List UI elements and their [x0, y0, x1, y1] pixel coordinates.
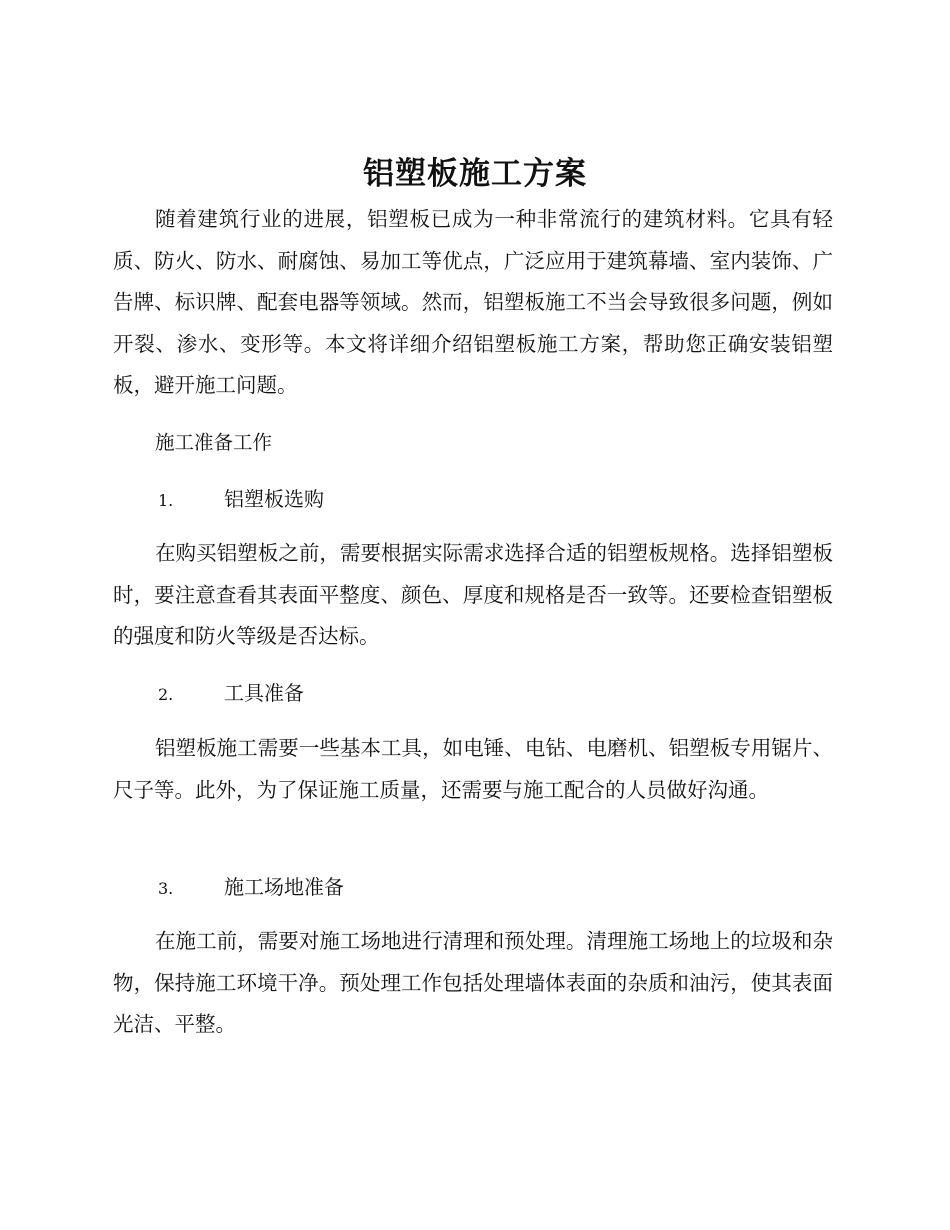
list-item-title: 铝塑板选购: [224, 487, 324, 511]
list-item-body: 在购买铝塑板之前，需要根据实际需求选择合适的铝塑板规格。选择铝塑板时，要注意查看其表面平整度、颜色、厚度和规格是否一致等。还要检查铝塑板的强度和防火等级是否达标。: [113, 541, 833, 648]
list-item-body: 在施工前，需要对施工场地进行清理和预处理。清理施工场地上的垃圾和杂物，保持施工环境干净。预处理工作包括处理墙体表面的杂质和油污，使其表面光洁、平整。: [113, 929, 833, 1036]
list-item-number: 1.: [158, 491, 174, 510]
list-item-body: 铝塑板施工需要一些基本工具，如电锤、电钻、电磨机、铝塑板专用锯片、尺子等。此外，为了保证施工质量，还需要与施工配合的人员做好沟通。: [113, 736, 833, 802]
list-item-title: 工具准备: [224, 681, 304, 705]
section-heading: 施工准备工作: [155, 431, 273, 454]
intro-paragraph: 随着建筑行业的进展，铝塑板已成为一种非常流行的建筑材料。它具有轻质、防火、防水、耐腐蚀、易加工等优点，广泛应用于建筑幕墙、室内装饰、广告牌、标识牌、配套电器等领域。然而，铝塑板施工不当会导致很多问题，例如开裂、渗水、变形等。本文将详细介绍铝塑板施工方案，帮助您正确安装铝塑板，避开施工问题。: [113, 207, 833, 397]
list-item-title: 施工场地准备: [224, 875, 344, 899]
list-item-heading: [158, 679, 304, 709]
list-item-heading: [158, 485, 324, 515]
list-item-heading: [158, 873, 344, 903]
document-title: 铝塑板施工方案: [363, 156, 587, 192]
list-item-number: 2.: [158, 685, 174, 704]
list-item-number: 3.: [158, 879, 174, 898]
